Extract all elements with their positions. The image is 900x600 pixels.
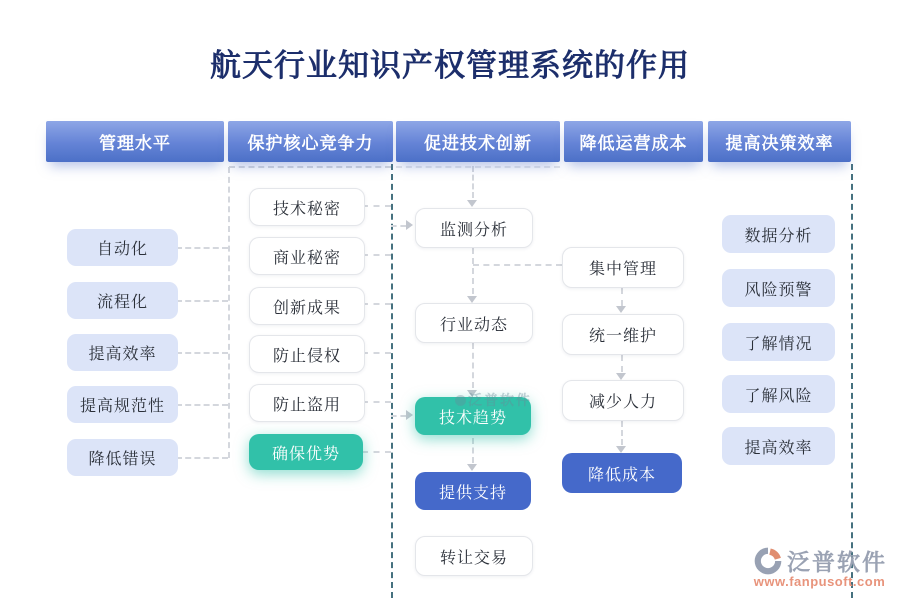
node-reduce-manpower: 减少人力 (562, 380, 684, 421)
node-transfer-trade: 转让交易 (415, 536, 533, 576)
arrow-down-icon (467, 296, 477, 303)
arrow-down-icon (616, 446, 626, 453)
watermark-logo-icon (455, 395, 466, 406)
node-data-analysis: 数据分析 (722, 215, 835, 253)
connector-innovation-results (362, 303, 391, 305)
connector-efficiency (176, 352, 228, 354)
node-tech-secret: 技术秘密 (249, 188, 365, 226)
arrow-line-to-monitor (391, 225, 406, 227)
page-title: 航天行业知识产权管理系统的作用 (210, 48, 690, 83)
arrow-down-icon (616, 373, 626, 380)
column-header-reduce-operating-cost: 降低运营成本 (564, 121, 703, 162)
column-header-protect-competitiveness: 保护核心竞争力 (228, 121, 393, 162)
node-provide-support: 提供支持 (415, 472, 531, 510)
under-header-dash-col2 (229, 166, 391, 168)
divider-line-right (851, 164, 853, 598)
arrow-right-icon (406, 220, 413, 230)
inline-watermark (455, 390, 532, 410)
arrow-line-to-trends (391, 415, 406, 417)
brand-name: 泛普软件 (787, 549, 887, 575)
connector-error-reduction (176, 457, 228, 459)
node-improve-efficiency: 提高效率 (67, 334, 178, 371)
node-standardization: 提高规范性 (67, 386, 178, 423)
connector-prevent-infringement (362, 352, 391, 354)
arrow-down-icon (616, 306, 626, 313)
connector-tech-secret (362, 205, 391, 207)
column-header-promote-innovation: 促进技术创新 (396, 121, 560, 162)
node-know-risk: 了解风险 (722, 375, 835, 413)
node-ensure-advantage: 确保优势 (249, 434, 363, 470)
flow-line-maintain-to-manpower (621, 355, 623, 372)
connector-process (176, 300, 228, 302)
divider-line-col2-col3 (391, 164, 393, 598)
connector-standardization (176, 404, 228, 406)
flow-line-monitor-to-industry (472, 248, 474, 294)
node-unified-maintenance: 统一维护 (562, 314, 684, 355)
node-business-secret: 商业秘密 (249, 237, 365, 275)
connector-ensure-advantage (362, 451, 391, 453)
arrow-down-icon (467, 200, 477, 207)
brand-url: www.fanpusoft.com (753, 574, 886, 589)
column-header-decision-efficiency: 提高决策效率 (708, 121, 851, 162)
connector-automation (176, 247, 228, 249)
collector-line-col1 (228, 167, 230, 458)
node-reduce-cost: 降低成本 (562, 453, 682, 493)
connector-prevent-theft (362, 401, 391, 403)
node-reduce-errors: 降低错误 (67, 439, 178, 476)
under-header-dash-col3 (396, 166, 560, 168)
column-header-management-level: 管理水平 (46, 121, 224, 162)
node-centralized-mgmt: 集中管理 (562, 247, 684, 288)
arrow-down-icon (467, 464, 477, 471)
node-process: 流程化 (67, 282, 178, 319)
node-monitor-analysis: 监测分析 (415, 208, 533, 248)
node-risk-warning: 风险预警 (722, 269, 835, 307)
branch-line-to-centralized-mgmt (473, 264, 562, 266)
flow-line-manpower-to-cost (621, 421, 623, 445)
node-know-situation: 了解情况 (722, 323, 835, 361)
arrow-right-icon (406, 410, 413, 420)
flow-line-trends-to-support (472, 438, 474, 463)
node-innovation-results: 创新成果 (249, 287, 365, 325)
fanpu-logo-icon (752, 545, 784, 577)
flow-line-industry-to-trends (472, 343, 474, 388)
node-tech-trends: 技术趋势 (415, 397, 531, 435)
connector-business-secret (362, 254, 391, 256)
node-improve-efficiency-2: 提高效率 (722, 427, 835, 465)
node-prevent-infringement: 防止侵权 (249, 335, 365, 373)
node-industry-dynamics: 行业动态 (415, 303, 533, 343)
watermark-text: 泛普软件 (468, 392, 532, 408)
brand-footer (752, 544, 887, 589)
node-prevent-theft: 防止盗用 (249, 384, 365, 422)
node-automation: 自动化 (67, 229, 178, 266)
flow-line-header-to-monitor (472, 166, 474, 198)
flow-line-central-to-maintain (621, 288, 623, 306)
